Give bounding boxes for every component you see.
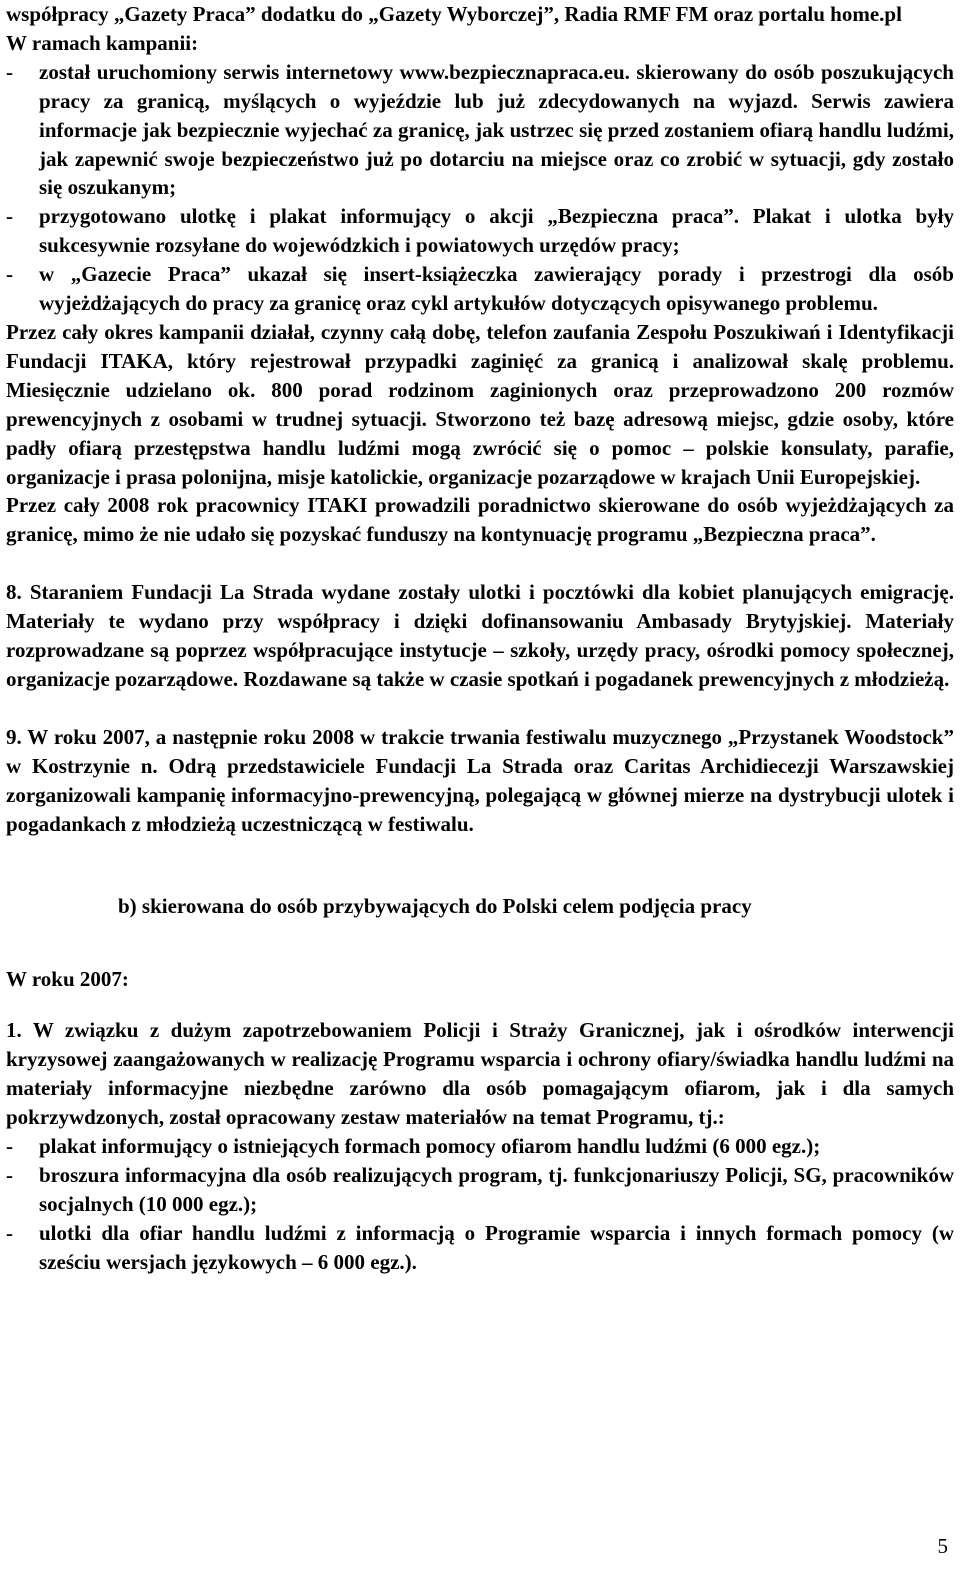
- list-item-text: ulotki dla ofiar handlu ludźmi z informacją o Programie wsparcia i innych formach pomocy (w sześciu wersjach językowych – 6 000 egz.).: [39, 1220, 954, 1274]
- year-heading: W roku 2007:: [6, 967, 129, 992]
- list-dash: -: [6, 204, 13, 229]
- section-b-heading: b) skierowana do osób przybywających do Polski celem podjęcia pracy: [118, 894, 752, 919]
- page-number: 5: [937, 1534, 948, 1558]
- list-item: [6, 202, 954, 260]
- list-item-text: został uruchomiony serwis internetowy www.bezpiecznapraca.eu. skierowany do osób poszukujących pracy za granicą, myślących o wyjeździe lub już zdecydowanych na wyjazd. Serwis zawiera informacje jak bezpiecznie wyjechać za granicę, jak ustrzec się przed zostaniem ofiarą handlu ludźmi, jak zapewnić swoje bezpieczeństwo już po dotarciu na miejsce oraz co zrobić w sytuacji, gdy zostało się oszukanym;: [39, 59, 954, 200]
- list-item: [6, 260, 954, 318]
- list-item: [6, 1132, 954, 1161]
- list-dash: -: [6, 59, 13, 84]
- intro-line: współpracy „Gazety Praca” dodatku do „Gazety Wyborczej”, Radia RMF FM oraz portalu home.pl: [6, 2, 902, 26]
- campaign-label: W ramach kampanii:: [6, 30, 199, 55]
- list-item: [6, 58, 954, 203]
- spacer: [6, 921, 954, 965]
- list-dash: -: [6, 1133, 13, 1158]
- list-item: [6, 1161, 954, 1219]
- list-item-text: plakat informujący o istniejących formach pomocy ofiarom handlu ludźmi (6 000 egz.);: [39, 1133, 821, 1158]
- item-8-paragraph: 8. Staraniem Fundacji La Strada wydane zostały ulotki i pocztówki dla kobiet planujących emigrację. Materiały te wydano przy współpracy i dzięki dofinansowaniu Ambasady Brytyjskiej. Materiały rozprowadzane są poprzez współpracujące instytucje – szkoły, urzędy pracy, ośrodki pomocy społecznej, organizacje pozarządowe. Rozdawane są także w czasie spotkań i pogadanek prewencyjnych z młodzieżą.: [6, 580, 954, 691]
- spacer: [6, 838, 954, 892]
- list-dash: -: [6, 1220, 13, 1245]
- spacer: [6, 549, 954, 578]
- helpline-paragraph: Przez cały okres kampanii działał, czynny całą dobę, telefon zaufania Zespołu Poszukiwań i Identyfikacji Fundacji ITAKA, który rejestrował przypadki zaginięć za granicą i analizował skalę problemu. Miesięcznie udzielano ok. 800 porad rodzinom zaginionych oraz przeprowadzono 200 rozmów prewencyjnych z osobami w trudnej sytuacji. Stworzono też bazę adresową miejsc, gdzie osoby, które padły ofiarą przestępstwa handlu ludźmi mogą zwrócić się o pomoc – polskie konsulaty, parafie, organizacje i prasa polonijna, misje katolickie, organizacje pozarządowe w krajach Unii Europejskiej.: [6, 319, 954, 489]
- list-item-text: w „Gazecie Praca” ukazał się insert-książeczka zawierający porady i przestrogi dla osób wyjeżdżających do pracy za granicę oraz cykl artykułów dotyczących opisywanego problemu.: [39, 262, 954, 316]
- list-item: [6, 1219, 954, 1277]
- list-dash: -: [6, 262, 13, 287]
- list-item-text: przygotowano ulotkę i plakat informujący o akcji „Bezpieczna praca”. Plakat i ulotka były sukcesywnie rozsyłane do wojewódzkich i powiatowych urzędów pracy;: [39, 204, 954, 258]
- spacer: [6, 694, 954, 723]
- document-page: [6, 0, 954, 1569]
- spacer: [6, 994, 954, 1016]
- list-item-text: broszura informacyjna dla osób realizujących program, tj. funkcjonariuszy Policji, SG, pracowników socjalnych (10 000 egz.);: [39, 1162, 954, 1216]
- year-2008-paragraph: Przez cały 2008 rok pracownicy ITAKI prowadzili poradnictwo skierowane do osób wyjeżdżających za granicę, mimo że nie udało się pozyskać funduszy na kontynuację programu „Bezpieczna praca”.: [6, 493, 954, 547]
- item-1-paragraph: 1. W związku z dużym zapotrzebowaniem Policji i Straży Granicznej, jak i ośrodków interwencji kryzysowej zaangażowanych w realizację Programu wsparcia i ochrony ofiary/świadka handlu ludźmi na materiały informacyjne niezbędne zarówno dla osób pomagającym ofiarom, jak i dla samych pokrzywdzonych, został opracowany zestaw materiałów na temat Programu, tj.:: [6, 1018, 954, 1129]
- list-dash: -: [6, 1162, 13, 1187]
- item-9-paragraph: 9. W roku 2007, a następnie roku 2008 w trakcie trwania festiwalu muzycznego „Przystanek Woodstock” w Kostrzynie n. Odrą przedstawiciele Fundacji La Strada oraz Caritas Archidiecezji Warszawskiej zorganizowali kampanię informacyjno-prewencyjną, polegającą w głównej mierze na dystrybucji ulotek i pogadankach z młodzieżą uczestniczącą w festiwalu.: [6, 724, 954, 836]
